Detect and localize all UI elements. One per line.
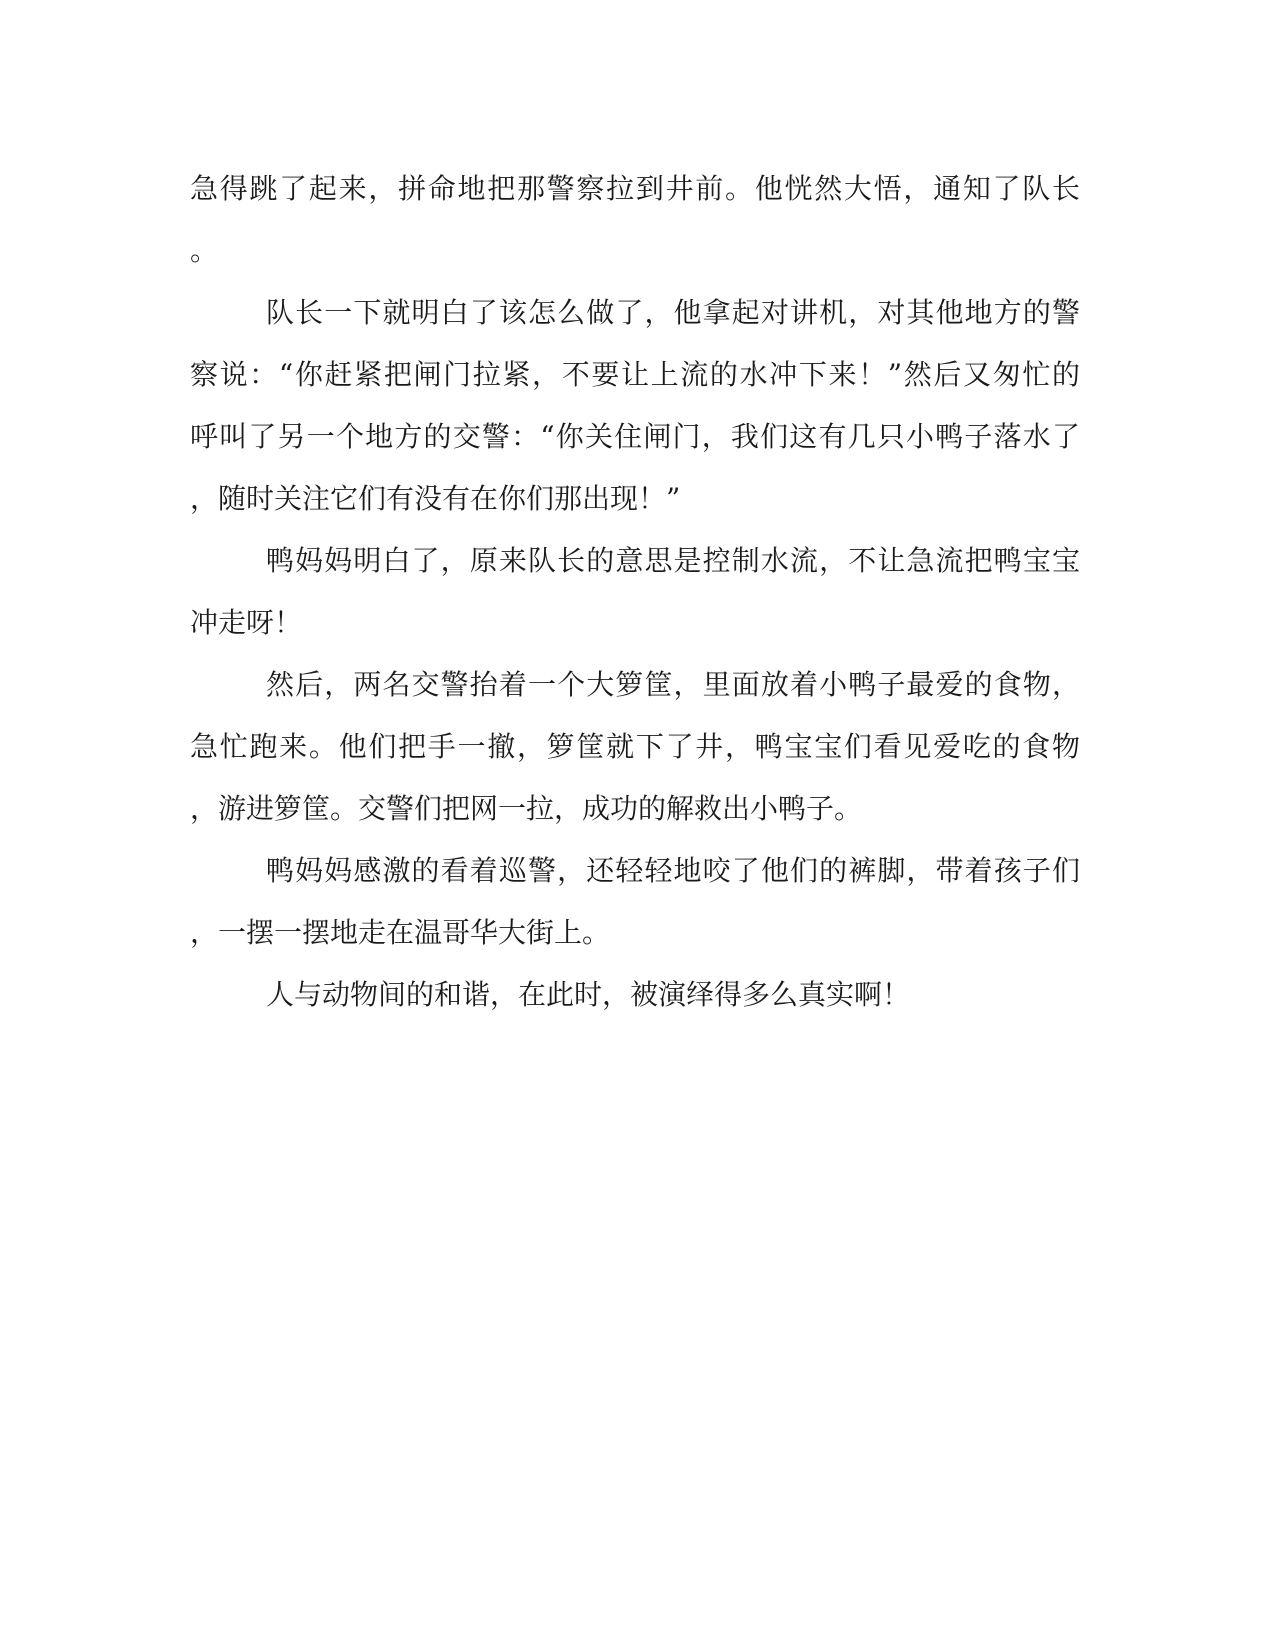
- text-line: ，游进箩筐。交警们把网一拉，成功的解救出小鸭子。: [190, 792, 863, 825]
- paragraph-first-line: 鸭妈妈感激的看着巡警，还轻轻地咬了他们的裤脚，带着孩子们: [266, 854, 1080, 887]
- paragraph-first-line: 人与动物间的和谐，在此时，被演绎得多么真实啊！: [266, 978, 911, 1011]
- text-line: 急忙跑来。他们把手一撤，箩筐就下了井，鸭宝宝们看见爱吃的食物: [190, 730, 1080, 763]
- document-body: [190, 158, 1080, 1026]
- text-line: 。: [190, 234, 219, 267]
- paragraph-first-line: 鸭妈妈明白了，原来队长的意思是控制水流，不让急流把鸭宝宝: [266, 544, 1080, 577]
- text-line: 急得跳了起来，拼命地把那警察拉到井前。他恍然大悟，通知了队长: [190, 172, 1080, 205]
- text-line: ，一摆一摆地走在温哥华大街上。: [190, 916, 611, 949]
- paragraph-first-line: 队长一下就明白了该怎么做了，他拿起对讲机，对其他地方的警: [266, 296, 1080, 329]
- paragraph-first-line: 然后，两名交警抬着一个大箩筐，里面放着小鸭子最爱的食物，: [266, 668, 1080, 701]
- text-line: 冲走呀！: [190, 606, 303, 639]
- text-line: ，随时关注它们有没有在你们那出现！”: [190, 482, 681, 515]
- text-line: 察说：“你赶紧把闸门拉紧，不要让上流的水冲下来！”然后又匆忙的: [190, 358, 1080, 391]
- text-line: 呼叫了另一个地方的交警：“你关住闸门，我们这有几只小鸭子落水了: [190, 420, 1080, 453]
